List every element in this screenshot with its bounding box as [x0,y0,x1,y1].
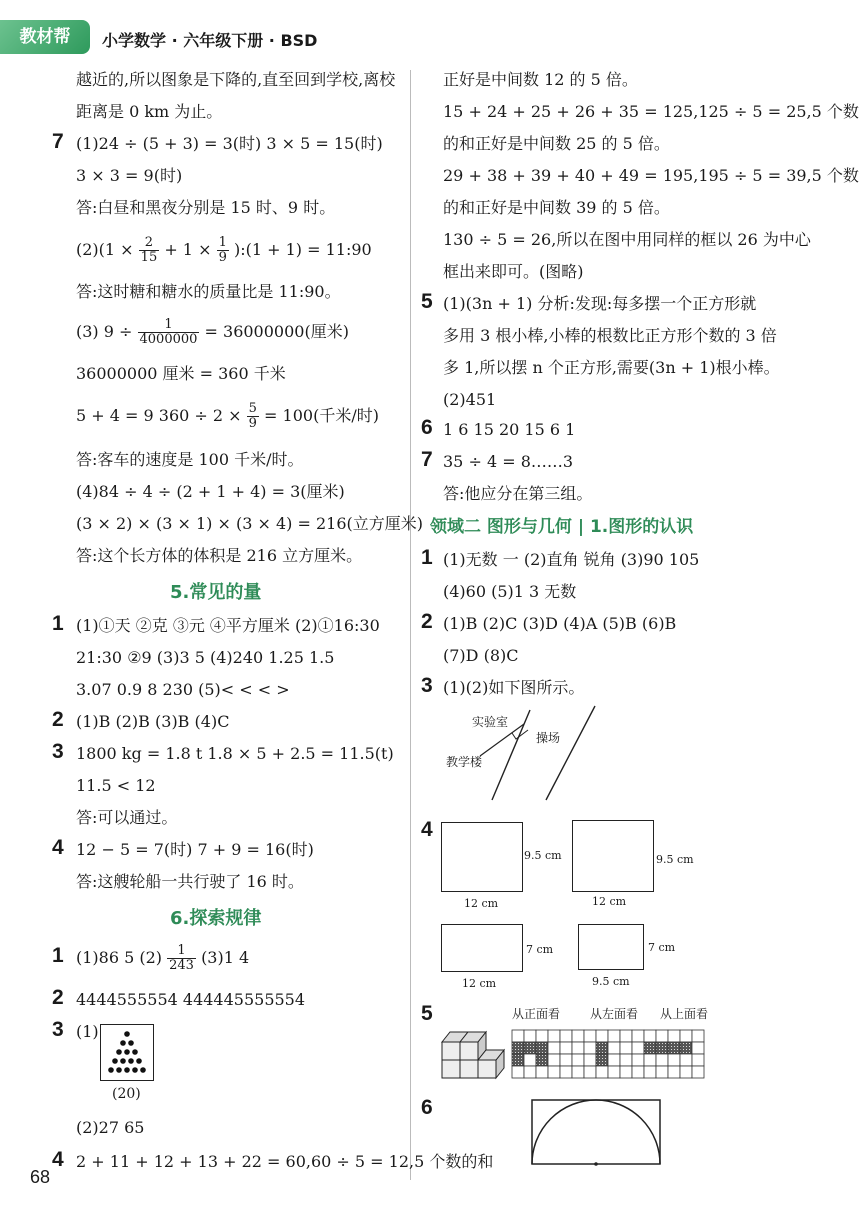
fraction-line [76,236,372,265]
dot [120,1058,126,1064]
question-number: 3 [52,740,64,763]
dot [132,1067,138,1073]
question-number: 1 [52,612,64,635]
grid-cell [548,1042,560,1054]
grid-cell [536,1030,548,1042]
grid-cell [656,1042,668,1054]
dot [124,1049,130,1055]
text: (1)86 5 (2) [76,948,163,967]
text-line: 1 6 15 20 15 6 1 [443,420,576,439]
grid-cell [596,1066,608,1078]
grid-cell [596,1042,608,1054]
fraction [217,236,229,265]
text-line: (2)451 [443,390,497,409]
grid-cell [524,1054,536,1066]
text-line: 答:他应分在第三组。 [443,484,593,503]
text-line: 答:这个长方体的体积是 216 立方厘米。 [76,546,363,565]
page-number: 68 [30,1167,51,1187]
text-line: (1)B (2)C (3)D (4)A (5)B (6)B [443,614,677,633]
grid-cell [536,1066,548,1078]
fraction-line [76,318,349,347]
rectangle-figure [441,924,523,972]
question-number: 7 [52,130,64,153]
grid-cell [572,1030,584,1042]
text-line: 2 + 11 + 12 + 13 + 22 = 60,60 ÷ 5 = 12,5 个数的和 [76,1152,494,1171]
text-line: 36000000 厘米 = 360 千米 [76,364,286,383]
rect-height-label: 9.5 cm [524,849,562,862]
brand-badge: 教材帮 [0,20,90,54]
question-number: 4 [52,1148,64,1171]
numerator: 5 [248,401,257,416]
grid-cell [560,1030,572,1042]
question-number: 6 [421,1096,433,1119]
grid-cell [668,1030,680,1042]
text-line: 框出来即可。(图略) [443,262,584,281]
grid-cell [536,1054,548,1066]
text-line: 答:这时糖和糖水的质量比是 11:90。 [76,282,341,301]
fraction-line [76,944,249,973]
numerator: 1 [138,318,200,333]
text-line: (1)B (2)B (3)B (4)C [76,712,230,731]
question-number: 2 [421,610,433,633]
view-label-front: 从正面看 [512,1007,561,1021]
grid-cell [668,1054,680,1066]
grid-cell [644,1042,656,1054]
question-number: 5 [421,1002,433,1025]
grid-cell [524,1042,536,1054]
section-heading: 5.常见的量 [170,582,262,603]
fraction-line [76,402,379,431]
grid-cell [620,1054,632,1066]
grid-cell [680,1066,692,1078]
grid-cell [596,1054,608,1066]
text-line: 4444555554 444445555554 [76,990,306,1009]
text-line: 12 − 5 = 7(时) 7 + 9 = 16(时) [76,840,314,859]
grid-cell [584,1030,596,1042]
grid-cell [608,1030,620,1042]
text-line: 3 × 3 = 9(时) [76,166,183,185]
grid-cell [512,1030,524,1042]
grid-cell [596,1030,608,1042]
semicircle-figure [528,1098,664,1168]
grid-cell [572,1042,584,1054]
text: + 1 × [164,240,212,259]
grid-cell [524,1030,536,1042]
grid-cell [512,1042,524,1054]
rectangle-figure [572,820,654,892]
text-line: (7)D (8)C [443,646,519,665]
grid-cell [560,1066,572,1078]
grid-cell [644,1054,656,1066]
text: (3) 9 ÷ [76,322,133,341]
question-number: 3 [421,674,433,697]
dot [140,1067,146,1073]
grid-cell [680,1030,692,1042]
figure-caption: (20) [112,1086,141,1102]
grid-cell [560,1042,572,1054]
grid-cell [656,1066,668,1078]
text-line: 21:30 ②9 (3)3 5 (4)240 1.25 1.5 [76,648,335,667]
grid-cell [572,1054,584,1066]
fraction [138,318,200,347]
text-line: (1) [76,1022,99,1041]
grid-cell [644,1030,656,1042]
question-number: 7 [421,448,433,471]
question-number: 4 [52,836,64,859]
grid-cell [536,1042,548,1054]
text: ):(1 + 1) = 11:90 [233,240,372,259]
grid-cell [692,1030,704,1042]
dot [132,1049,138,1055]
grid-cell [632,1030,644,1042]
text-line: 的和正好是中间数 25 的 5 倍。 [443,134,670,153]
grid-cell [620,1042,632,1054]
denominator: 9 [218,250,227,265]
grid-cell [692,1054,704,1066]
dot [136,1058,142,1064]
text: (2)(1 × [76,240,134,259]
dot [120,1040,126,1046]
text: 5 + 4 = 9 360 ÷ 2 × [76,406,242,425]
book-title: 小学数学 · 六年级下册 · BSD [102,31,318,50]
rect-height-label: 7 cm [648,941,676,954]
rect-width-label: 12 cm [464,897,499,910]
text-line: 15 + 24 + 25 + 26 + 35 = 125,125 ÷ 5 = 25,5 个数 [443,102,859,121]
grid-cell [644,1066,656,1078]
grid-cell [620,1066,632,1078]
text-line: 3.07 0.9 8 230 (5)< < < > [76,680,290,699]
text: = 100(千米/时) [264,406,379,425]
grid-cell [608,1042,620,1054]
grid-cell [548,1066,560,1078]
text: = 36000000(厘米) [204,322,349,341]
grid-cell [656,1030,668,1042]
text-line: (1)(2)如下图所示。 [443,678,585,697]
text-line: 距离是 0 km 为止。 [76,102,223,121]
section-heading: 6.探索规律 [170,908,262,929]
question-number: 4 [421,818,433,841]
text-line: (4)60 (5)1 3 无数 [443,582,577,601]
text-line: 正好是中间数 12 的 5 倍。 [443,70,638,89]
text-line: (4)84 ÷ 4 ÷ (2 + 1 + 4) = 3(厘米) [76,482,345,501]
dot [128,1040,134,1046]
text-line: (1)(3n + 1) 分析:发现:每多摆一个正方形就 [443,294,757,313]
fraction [247,402,259,431]
text-line: 答:这艘轮船一共行驶了 16 时。 [76,872,304,891]
grid-cell [584,1042,596,1054]
grid-cell [632,1042,644,1054]
text-line: 答:白昼和黑夜分别是 15 时、9 时。 [76,198,336,217]
rect-width-label: 12 cm [462,977,497,990]
text-line: 35 ÷ 4 = 8……3 [443,452,574,471]
section-heading: 领域二 图形与几何 | 1.图形的认识 [430,517,694,537]
label-lab: 实验室 [472,715,509,729]
view-label-left: 从左面看 [590,1007,639,1021]
grid-cell [560,1054,572,1066]
question-number: 1 [52,944,64,967]
text-line: (1)①天 ②克 ③元 ④平方厘米 (2)①16:30 [76,616,380,635]
grid-cell [572,1066,584,1078]
question-number: 2 [52,986,64,1009]
dot-pattern-figure [100,1024,154,1082]
column-divider [410,70,411,1180]
grid-cell [680,1054,692,1066]
dot [116,1067,122,1073]
grid-cell [524,1066,536,1078]
fraction [139,236,160,265]
text-line: 答:客车的速度是 100 千米/时。 [76,450,304,469]
dot [108,1067,114,1073]
text-line: 1800 kg = 1.8 t 1.8 × 5 + 2.5 = 11.5(t) [76,744,394,763]
denominator: 243 [169,958,194,973]
denominator: 4000000 [139,332,198,347]
dot [128,1058,134,1064]
rect-height-label: 7 cm [526,943,554,956]
grid-cell [512,1066,524,1078]
numerator: 1 [167,944,196,959]
text-line: 答:可以通过。 [76,808,178,827]
grid-cell [608,1066,620,1078]
grid-cell [608,1054,620,1066]
question-number: 6 [421,416,433,439]
rect-width-label: 12 cm [592,895,627,908]
text: (3)1 4 [201,948,250,967]
text-line: 多 1,所以摆 n 个正方形,需要(3n + 1)根小棒。 [443,358,780,377]
grid-cell [692,1042,704,1054]
text-line: 130 ÷ 5 = 26,所以在图中用同样的框以 26 为中心 [443,230,811,249]
text-line: 的和正好是中间数 39 的 5 倍。 [443,198,670,217]
grid-cell [668,1042,680,1054]
grid-cell [656,1054,668,1066]
rect-height-label: 9.5 cm [656,853,694,866]
question-number: 1 [421,546,433,569]
label-playground: 操场 [536,731,561,745]
grid-cell [680,1042,692,1054]
rectangle-figure [578,924,644,970]
text-line: (1)无数 一 (2)直角 锐角 (3)90 105 [443,550,700,569]
denominator: 9 [248,416,257,431]
rectangle-figure [441,822,523,892]
dot [116,1049,122,1055]
label-teaching-building: 教学楼 [446,755,483,769]
rect-width-label: 9.5 cm [592,975,630,988]
grid-cell [548,1054,560,1066]
text-line: 29 + 38 + 39 + 40 + 49 = 195,195 ÷ 5 = 39,5 个数 [443,166,859,185]
text-line: 越近的,所以图象是下降的,直至回到学校,离校 [76,70,396,89]
grid-cell [620,1030,632,1042]
question-number: 3 [52,1018,64,1041]
numerator: 2 [139,236,160,251]
grid-cell [548,1030,560,1042]
text-line: (3 × 2) × (3 × 1) × (3 × 4) = 216(立方厘米) [76,514,424,533]
dot [112,1058,118,1064]
grid-cell [584,1066,596,1078]
text-line: (1)24 ÷ (5 + 3) = 3(时) 3 × 5 = 15(时) [76,134,383,153]
numerator: 1 [218,235,227,250]
text-line: 11.5 < 12 [76,776,156,795]
grid-cell [584,1054,596,1066]
question-number: 2 [52,708,64,731]
question-number: 5 [421,290,433,313]
grid-cell [632,1054,644,1066]
text-line: (2)27 65 [76,1118,145,1137]
denominator: 15 [140,250,158,265]
fraction [167,944,196,973]
grid-cell [692,1066,704,1078]
dot [124,1031,130,1037]
text-line: 多用 3 根小棒,小棒的根数比正方形个数的 3 倍 [443,326,777,345]
three-views-figure [440,1022,710,1088]
dot [124,1067,130,1073]
grid-cell [632,1066,644,1078]
grid-cell [512,1054,524,1066]
view-label-top: 从上面看 [660,1007,709,1021]
grid-cell [668,1066,680,1078]
